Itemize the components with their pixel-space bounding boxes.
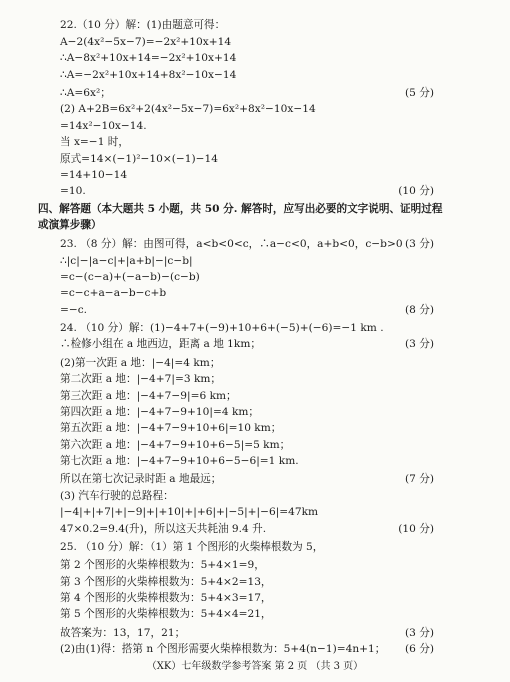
score-mark: (8 分) <box>405 304 434 316</box>
line-text: 第四次距 a 地：|−4+7−9+10|=4 km； <box>60 406 259 418</box>
text-line <box>0 16 510 34</box>
line-text: 第 3 个图形的火柴棒根数为：5+4×2=13， <box>60 576 272 588</box>
text-line <box>0 520 510 538</box>
line-text: 故答案为：13，17，21； <box>60 627 186 639</box>
line-text: 第六次距 a 地：|−4+7−9+10+6−5|=5 km； <box>60 439 291 451</box>
line-text: 24. （10 分）解：(1)−4+7+(−9)+10+6+(−5)+(−6)=−1 km . <box>60 322 384 334</box>
line-text: ∴A=6x²； <box>60 87 111 99</box>
page-footer: （XK）七年级数学参考答案 第 2 页 （共 3 页） <box>146 661 364 672</box>
line-text: =10. <box>60 185 86 197</box>
score-mark: (6 分) <box>405 643 434 655</box>
score-mark: (3 分) <box>405 627 434 639</box>
text-line <box>0 235 510 253</box>
line-text: =c−c+a−a−b−c+b <box>60 287 167 299</box>
text-line <box>0 100 510 118</box>
line-text: |−4|+|+7|+|−9|+|+10|+|+6|+|−5|+|−6|=47km <box>60 506 319 518</box>
text-line <box>0 470 510 488</box>
line-text: 第 5 个图形的火柴棒根数为：5+4×4=21， <box>60 608 272 620</box>
score-mark: (10 分) <box>398 185 434 197</box>
line-text: ∴检修小组在 a 地西边，距离 a 地 1km； <box>60 338 261 350</box>
text-line <box>0 419 510 437</box>
text-line <box>0 216 510 234</box>
line-text: 第五次距 a 地：|−4+7−9+10+6|=10 km； <box>60 422 282 434</box>
text-line <box>0 640 510 658</box>
text-line <box>0 284 510 302</box>
text-line <box>0 556 510 574</box>
line-text: 当 x=−1 时， <box>60 136 129 148</box>
score-mark: (3 分) <box>405 338 434 350</box>
line-text: ∴A=−2x²+10x+14+8x²−10x−14 <box>60 69 237 81</box>
line-text: 原式=14×(−1)²−10×(−1)−14 <box>60 153 219 165</box>
line-text: 或演算步骤） <box>38 219 102 231</box>
text-line <box>0 49 510 67</box>
line-text: =14x²−10x−14. <box>60 120 147 132</box>
line-text: 第 4 个图形的火柴棒根数为：5+4×3=17， <box>60 592 272 604</box>
line-text: 25. （10 分）解：（1）第 1 个图形的火柴棒根数为 5， <box>60 541 324 553</box>
line-text: 所以在第七次记录时距 a 地最远； <box>60 473 222 485</box>
text-line <box>0 370 510 388</box>
line-text: (2)由(1)得：搭第 n 个图形需要火柴棒根数为：5+4(n−1)=4n+1； <box>60 643 386 655</box>
text-line <box>0 133 510 151</box>
line-text: =14+10−14 <box>60 169 128 181</box>
text-line <box>0 182 510 200</box>
score-mark: (10 分) <box>398 523 434 535</box>
text-line <box>0 503 510 521</box>
line-text: 第 2 个图形的火柴棒根数为：5+4×1=9， <box>60 559 265 571</box>
line-text: 四、解答题（本大题共 5 小题，共 50 分. 解答时，应写出必要的文字说明、证明过程 <box>38 203 443 215</box>
text-line <box>0 605 510 623</box>
text-line <box>0 452 510 470</box>
line-text: =c−(c−a)+(−a−b)−(c−b) <box>60 271 200 283</box>
line-text: ∴|c|−|a−c|+|a+b|−|c−b| <box>60 255 193 267</box>
line-text: 第七次距 a 地：|−4+7−9+10+6−5−6|=1 km. <box>60 455 299 467</box>
text-line <box>0 538 510 556</box>
score-mark: (3 分) <box>405 238 434 250</box>
line-text: (2) A+2B=6x²+2(4x²−5x−7)=6x²+8x²−10x−14 <box>60 103 316 115</box>
text-line <box>0 335 510 353</box>
line-text: 第二次距 a 地：|−4+7|=3 km； <box>60 373 222 385</box>
line-text: 47×0.2=9.4(升)，所以这天共耗油 9.4 升. <box>60 523 267 535</box>
line-text: 第三次距 a 地：|−4+7−9|=6 km； <box>60 390 237 402</box>
text-line <box>0 301 510 319</box>
score-mark: (5 分) <box>405 87 434 99</box>
line-text: (2)第一次距 a 地：|−4|=4 km； <box>60 357 221 369</box>
line-text: =−c. <box>60 304 88 316</box>
line-text: 22.（10 分）解：(1)由题意可得： <box>60 19 226 31</box>
line-text: (3) 汽车行驶的总路程： <box>60 490 174 502</box>
line-text: A−2(4x²−5x−7)=−2x²+10x+14 <box>60 36 232 48</box>
text-line <box>0 66 510 84</box>
line-text: ∴A−8x²+10x+14=−2x²+10x+14 <box>60 52 237 64</box>
line-text: 23. （8 分）解：由图可得，a<b<0<c，∴a−c<0，a+b<0，c−b>0 <box>60 238 403 250</box>
score-mark: (7 分) <box>405 473 434 485</box>
